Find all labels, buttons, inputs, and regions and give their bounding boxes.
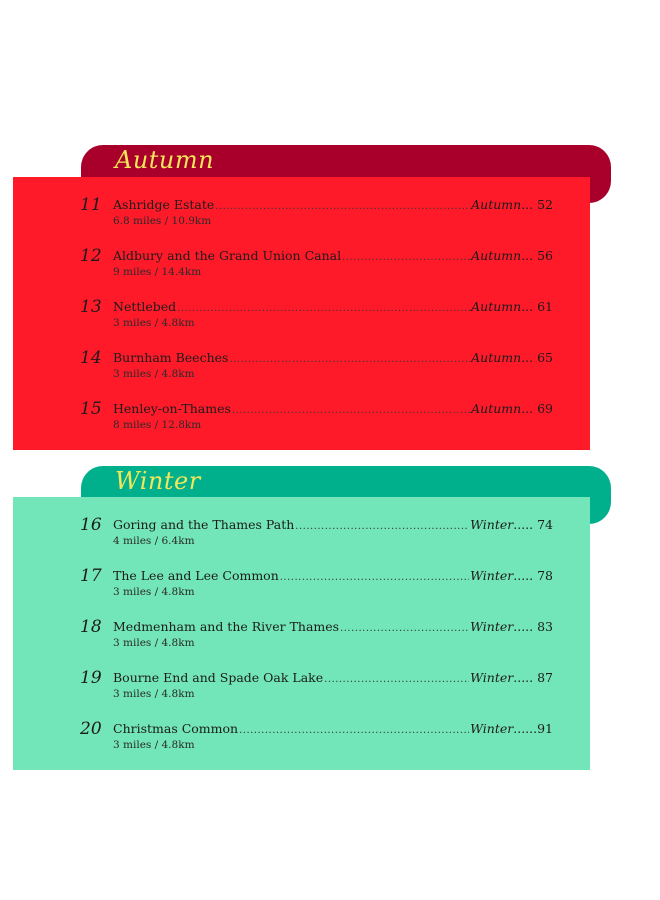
page-number: ..... 78 [513, 568, 553, 583]
leader-dots [340, 623, 469, 634]
walk-title: The Lee and Lee Common [113, 568, 279, 583]
list-item[interactable] [13, 401, 590, 441]
walk-title: Ashridge Estate [113, 197, 215, 212]
leader-dots [324, 674, 469, 685]
leader-dots [295, 521, 469, 532]
walk-line [113, 619, 553, 634]
list-item[interactable] [13, 299, 590, 339]
leader-dots [280, 572, 469, 583]
walk-distance: 3 miles / 4.8km [113, 586, 195, 598]
walk-distance: 3 miles / 4.8km [113, 688, 195, 700]
page-number: ..... 87 [513, 670, 553, 685]
walk-season: Winter [470, 670, 514, 685]
leader-dots [177, 303, 470, 314]
walk-title: Burnham Beeches [113, 350, 229, 365]
walk-number: 16 [80, 515, 102, 535]
walk-number: 15 [80, 399, 102, 419]
walk-line [113, 248, 553, 263]
walk-season: Winter [470, 517, 514, 532]
winter-panel [13, 497, 590, 770]
walk-distance: 3 miles / 4.8km [113, 317, 195, 329]
walk-number: 12 [80, 246, 102, 266]
walk-season: Autumn [471, 299, 522, 314]
walk-line [113, 299, 553, 314]
leader-dots [342, 252, 470, 263]
page-number: ... 69 [521, 401, 553, 416]
page-number: ... 56 [521, 248, 553, 263]
walk-distance: 6.8 miles / 10.9km [113, 215, 212, 227]
walk-distance: 8 miles / 12.8km [113, 419, 202, 431]
page-number: ... 52 [521, 197, 553, 212]
walk-line [113, 670, 553, 685]
walk-distance: 4 miles / 6.4km [113, 535, 195, 547]
walk-line [113, 401, 553, 416]
walk-number: 18 [80, 617, 102, 637]
walk-title: Henley-on-Thames [113, 401, 231, 416]
walk-season: Autumn [471, 197, 522, 212]
leader-dots [239, 725, 469, 736]
walk-number: 17 [80, 566, 102, 586]
walk-title: Goring and the Thames Path [113, 517, 295, 532]
walk-title: Aldbury and the Grand Union Canal [113, 248, 342, 263]
walk-line [113, 568, 553, 583]
leader-dots [229, 354, 470, 365]
walk-line [113, 721, 553, 736]
walk-title: Bourne End and Spade Oak Lake [113, 670, 324, 685]
page-number: ..... 83 [513, 619, 553, 634]
walk-distance: 3 miles / 4.8km [113, 739, 195, 751]
walk-number: 13 [80, 297, 102, 317]
walk-line [113, 517, 553, 532]
walk-title: Christmas Common [113, 721, 239, 736]
page-number: ... 61 [521, 299, 553, 314]
list-item[interactable] [13, 517, 590, 557]
list-item[interactable] [13, 568, 590, 608]
leader-dots [232, 405, 470, 416]
walk-season: Winter [470, 721, 514, 736]
walk-distance: 3 miles / 4.8km [113, 368, 195, 380]
list-item[interactable] [13, 197, 590, 237]
walk-season: Winter [470, 619, 514, 634]
walk-season: Autumn [471, 401, 522, 416]
list-item[interactable] [13, 721, 590, 761]
walk-season: Autumn [471, 248, 522, 263]
winter-heading: Winter [115, 467, 201, 495]
walk-title: Nettlebed [113, 299, 177, 314]
walk-season: Autumn [471, 350, 522, 365]
walk-line [113, 350, 553, 365]
walk-number: 20 [80, 719, 102, 739]
walk-number: 14 [80, 348, 102, 368]
autumn-panel [13, 177, 590, 450]
list-item[interactable] [13, 248, 590, 288]
list-item[interactable] [13, 670, 590, 710]
list-item[interactable] [13, 350, 590, 390]
walk-number: 19 [80, 668, 102, 688]
walk-line [113, 197, 553, 212]
page-number: ... 65 [521, 350, 553, 365]
walk-distance: 9 miles / 14.4km [113, 266, 202, 278]
page-number: ......91 [513, 721, 553, 736]
page-number: ..... 74 [513, 517, 553, 532]
walk-distance: 3 miles / 4.8km [113, 637, 195, 649]
autumn-heading: Autumn [115, 146, 215, 174]
list-item[interactable] [13, 619, 590, 659]
walk-season: Winter [470, 568, 514, 583]
walk-title: Medmenham and the River Thames [113, 619, 340, 634]
leader-dots [215, 201, 470, 212]
walk-number: 11 [80, 195, 102, 215]
